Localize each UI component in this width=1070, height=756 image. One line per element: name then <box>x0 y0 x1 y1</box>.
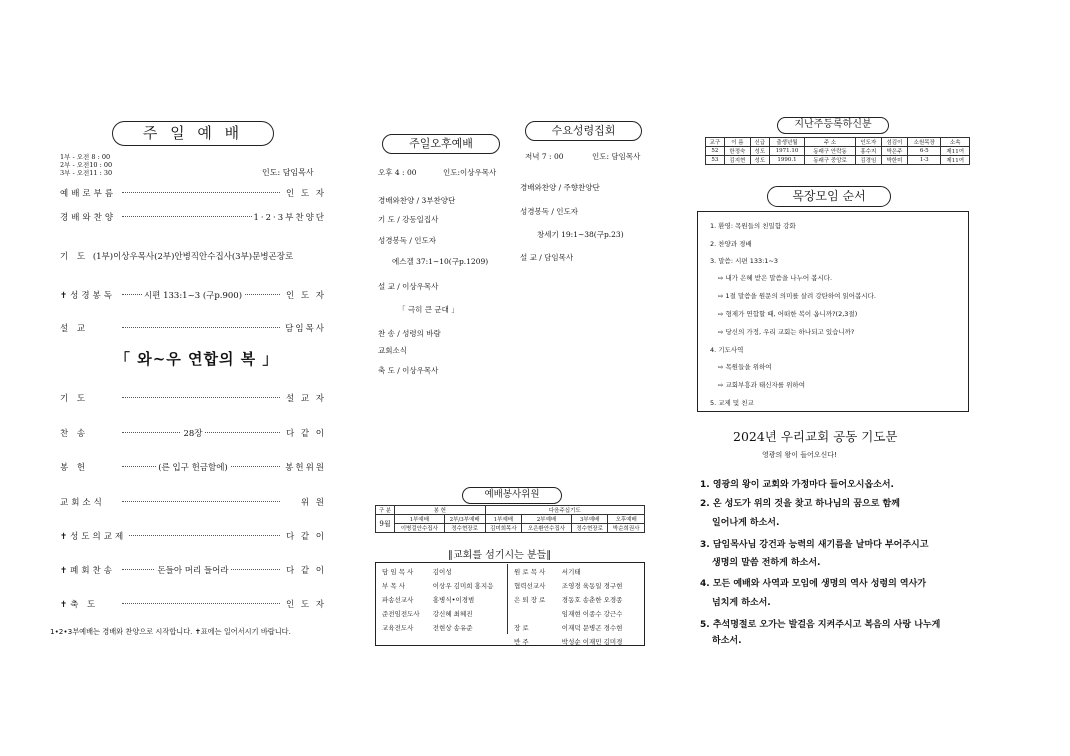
newcomers-header: 소속 <box>941 138 970 147</box>
leader-dots <box>122 397 280 398</box>
newcomers-header: 출생년월 <box>769 138 805 147</box>
newcomers-header: 교구 <box>706 138 725 147</box>
prayer-title: 2024년 우리교회 공동 기도문 <box>733 429 898 444</box>
order-label: 찬 송 <box>60 429 89 439</box>
order-person: 다 같 이 <box>285 532 326 542</box>
order-person: 다 같 이 <box>285 429 326 439</box>
mokjang-item: ⇨ 교회부흥과 태신자를 위하여 <box>718 381 805 389</box>
mokjang-item: ⇨ 목원들을 위하여 <box>718 363 772 371</box>
order-row <box>60 322 326 336</box>
prayer-line: 5. 추석명절로 오가는 발걸음 지켜주시고 복음의 사랑 나누게 <box>700 620 941 630</box>
staff-names: 강신혜 최혜진 <box>432 609 473 618</box>
newcomers-cell: 제11여 <box>941 156 970 165</box>
order-row <box>60 461 326 475</box>
newcomers-cell: 성도 <box>750 156 769 165</box>
order-row <box>60 187 326 201</box>
newcomers-header: 이 름 <box>724 138 750 147</box>
order-person: 인 도 자 <box>285 291 326 301</box>
staff-role: 장 로 <box>514 623 529 632</box>
table-row <box>706 147 970 156</box>
staff-role: 파송선교사 <box>382 595 414 604</box>
newcomers-cell: 52 <box>706 147 725 156</box>
leader-dots <box>122 535 280 536</box>
order-label: ✝성도의교제 <box>60 532 127 542</box>
staff-box <box>375 562 645 646</box>
staff-role: 반 주 <box>514 637 529 646</box>
order-label: 기 도 <box>60 252 89 262</box>
newcomers-cell: 1971.10 <box>769 147 805 156</box>
wednesday-leader: 인도: 담임목사 <box>592 152 641 161</box>
afternoon-item: 「 극히 큰 군대 」 <box>398 305 459 314</box>
service-note: 1•2•3부예배는 경배와 찬양으로 시작합니다. ✝표에는 일어서시기 바랍니다. <box>50 627 291 636</box>
order-label: 예배로부름 <box>60 189 117 199</box>
prayer-line: 1. 영광의 왕이 교회와 가정마다 들어오시옵소서. <box>700 480 894 490</box>
staff-names: 이상우 김미희 홍지응 <box>432 581 494 590</box>
wednesday-time: 저녁 7 : 00 <box>525 152 564 161</box>
order-label: 봉 헌 <box>60 463 89 473</box>
staff-names: 전현상 송유준 <box>432 623 473 632</box>
staff-role: 원 로 목 사 <box>514 567 546 576</box>
mokjang-item: ⇨ 내가 은혜 받은 말씀을 나누어 봅시다. <box>718 274 833 282</box>
afternoon-item: 에스겔 37:1~10(구p.1209) <box>392 257 489 266</box>
wednesday-item: 설 교 / 담임목사 <box>520 253 574 262</box>
mokjang-item: 4. 기도사역 <box>710 346 744 354</box>
newcomers-cell: 김지현 <box>724 156 750 165</box>
order-detail: 돈들아 머리 들어라 <box>157 566 229 576</box>
staff-role: 담 임 목 사 <box>382 567 414 576</box>
servers-title: 예배봉사위원 <box>462 487 562 504</box>
order-row <box>60 564 326 578</box>
newcomers-title: 지난주등록하신분 <box>777 117 889 134</box>
leader-dots <box>122 192 280 193</box>
leader-dots <box>122 327 280 328</box>
mokjang-item: 5. 교제 및 친교 <box>710 399 754 407</box>
newcomers-cell: 1-3 <box>908 156 941 165</box>
staff-role: 준전임전도사 <box>382 609 420 618</box>
service-times: 1부 - 오전 8 : 00 2부 - 오전10 : 00 3부 - 오전11 : 30 <box>60 153 113 177</box>
order-row <box>60 598 326 612</box>
order-label: 기 도 <box>60 394 89 404</box>
afternoon-service-title: 주일오후예배 <box>382 134 500 154</box>
prayer-line: 생명의 말씀 전하게 하소서. <box>712 558 821 568</box>
leader-dots <box>122 501 280 502</box>
mokjang-item: ⇨ 당신의 가정, 우리 교회는 하나되고 있습니까? <box>718 328 855 336</box>
prayer-line: 2. 온 성도가 위의 것을 찾고 하나님의 꿈으로 함께 <box>700 499 900 509</box>
newcomers-header: 주 소 <box>805 138 856 147</box>
order-label: ✝폐회찬송 <box>60 566 115 576</box>
afternoon-item: 교회소식 <box>378 346 407 355</box>
staff-names: 임재현 이종수 강근수 <box>561 609 623 618</box>
newcomers-cell: 성도 <box>750 147 769 156</box>
order-detail: 시편 133:1~3 (구p.900) <box>143 291 243 301</box>
order-row <box>60 250 326 264</box>
leader-dots <box>122 603 280 604</box>
newcomers-cell: 한정숙 <box>724 147 750 156</box>
afternoon-leader: 인도:이상우목사 <box>443 168 497 177</box>
wednesday-item: 성경봉독 / 인도자 <box>520 207 579 216</box>
newcomers-cell: 제11여 <box>941 147 970 156</box>
order-person: 인 도 자 <box>285 189 326 199</box>
mokjang-item: 1. 환영: 목원들의 친밀함 강화 <box>710 222 796 230</box>
staff-role: 협력선교사 <box>514 581 546 590</box>
mokjang-item: 2. 찬양과 경배 <box>710 240 752 248</box>
mokjang-item: ⇨ 1절 말씀을 원문의 의미를 살려 강탄하여 읽어봅시다. <box>718 292 876 300</box>
order-row <box>60 392 326 406</box>
order-person: 담임목사 <box>285 324 326 334</box>
afternoon-item: 찬 송 / 성령의 바람 <box>378 329 441 338</box>
newcomers-cell: 동래구 안락동 <box>805 147 856 156</box>
prayer-line: 4. 모든 예배와 사역과 모임에 생명의 역사 성령의 역사가 <box>700 579 927 589</box>
prayer-line: 넘치게 하소서. <box>712 598 771 608</box>
staff-role <box>510 606 558 620</box>
newcomers-cell: 1990.1 <box>769 156 805 165</box>
sermon-title: 「 와~우 연합의 복 」 <box>115 350 279 368</box>
table-row <box>706 156 970 165</box>
order-label: ✝성경봉독 <box>60 291 115 301</box>
wednesday-item: 경배와찬양 / 주향찬양단 <box>520 183 600 192</box>
afternoon-item: 축 도 / 이상우목사 <box>378 366 439 375</box>
staff-role: 은 퇴 장 로 <box>514 595 546 604</box>
staff-title: ∥교회를 섬기시는 분들∥ <box>448 550 552 561</box>
afternoon-item: 성경봉독 / 인도자 <box>378 236 437 245</box>
order-label: 경배와찬양 <box>60 213 117 223</box>
newcomers-cell: 6-5 <box>908 147 941 156</box>
newcomers-cell: 박은주 <box>881 147 907 156</box>
staff-names: 김이성 <box>432 567 452 576</box>
order-detail: (1부)이상우목사(2부)안병직안수집사(3부)문병곤장로 <box>92 252 294 262</box>
prayer-subtitle: 영광의 왕이 들어오신다! <box>762 451 837 459</box>
afternoon-item: 설 교 / 이상우목사 <box>378 282 439 291</box>
order-detail: 28장 <box>183 429 203 439</box>
order-row <box>60 211 326 225</box>
wednesday-service-title: 수요성령집회 <box>525 121 642 141</box>
staff-names: 홍병식•이경범 <box>432 595 475 604</box>
staff-names: 박성순 이재민 김미경 <box>561 637 623 646</box>
order-row <box>60 530 326 544</box>
mokjang-title: 목장모임 순서 <box>767 186 891 207</box>
afternoon-item: 경배와찬양 / 3부찬양단 <box>378 196 456 205</box>
order-row <box>60 427 326 441</box>
newcomers-cell: 박한미 <box>881 156 907 165</box>
order-person: 1·2·3부찬양단 <box>253 213 326 223</box>
staff-names: 조영경 육동일 경구현 <box>561 581 623 590</box>
newcomers-cell: 53 <box>706 156 725 165</box>
staff-names: 이재덕 문병곤 경수현 <box>561 623 623 632</box>
newcomers-header: 인도자 <box>855 138 881 147</box>
order-person: 다 같 이 <box>285 566 326 576</box>
order-label: 교회소식 <box>60 498 105 508</box>
order-label: 설 교 <box>60 324 89 334</box>
newcomers-header: 섬김이 <box>881 138 907 147</box>
sunday-service-title: 주 일 예 배 <box>112 121 274 146</box>
newcomers-table <box>705 137 970 165</box>
order-label: ✝축 도 <box>60 600 99 610</box>
newcomers-header: 소원목장 <box>908 138 941 147</box>
prayer-line: 하소서. <box>712 636 742 646</box>
servers-table: 구 분 봉 헌 다음주십기도 9월 1부예배 2부/3부예배 1부예배 2부예배 3부예배 오후예배 이병걸안수집사 정수현장로 김미희목사 오은환안수집사 정수현장로 박순희권사 <box>375 505 645 533</box>
order-person: 봉헌위원 <box>285 463 326 473</box>
staff-names: 경동호 송춘한 오경종 <box>561 595 623 604</box>
newcomers-cell: 동래구 중앙로 <box>805 156 856 165</box>
order-detail: (른 입구 헌금함에) <box>158 463 228 473</box>
newcomers-cell: 김경임 <box>855 156 881 165</box>
mokjang-item: ⇨ 형제가 연합할 때, 어떠한 복이 옵니까?(2,3절) <box>718 310 858 318</box>
prayer-line: 일어나게 하소서. <box>712 518 780 528</box>
staff-role: 교육전도사 <box>382 623 414 632</box>
order-row <box>60 496 326 510</box>
prayer-line: 3. 담임목사님 강건과 능력의 새기름을 날마다 부어주시고 <box>700 540 929 550</box>
afternoon-item: 기 도 / 강동일집사 <box>378 215 439 224</box>
order-person: 설 교 자 <box>285 394 326 404</box>
staff-role: 부 목 사 <box>382 581 405 590</box>
order-row <box>60 289 326 303</box>
order-person: 위 원 <box>300 498 326 508</box>
staff-names: 서기태 <box>561 567 581 576</box>
newcomers-header: 신급 <box>750 138 769 147</box>
afternoon-time: 오후 4 : 00 <box>378 168 417 177</box>
mokjang-item: 3. 말씀: 시편 133:1~3 <box>710 257 779 265</box>
order-person: 인 도 자 <box>285 600 326 610</box>
sunday-leader: 인도: 담임목사 <box>262 168 314 177</box>
wednesday-item: 창세기 19:1~38(구p.23) <box>537 230 624 239</box>
newcomers-cell: 홍수지 <box>855 147 881 156</box>
